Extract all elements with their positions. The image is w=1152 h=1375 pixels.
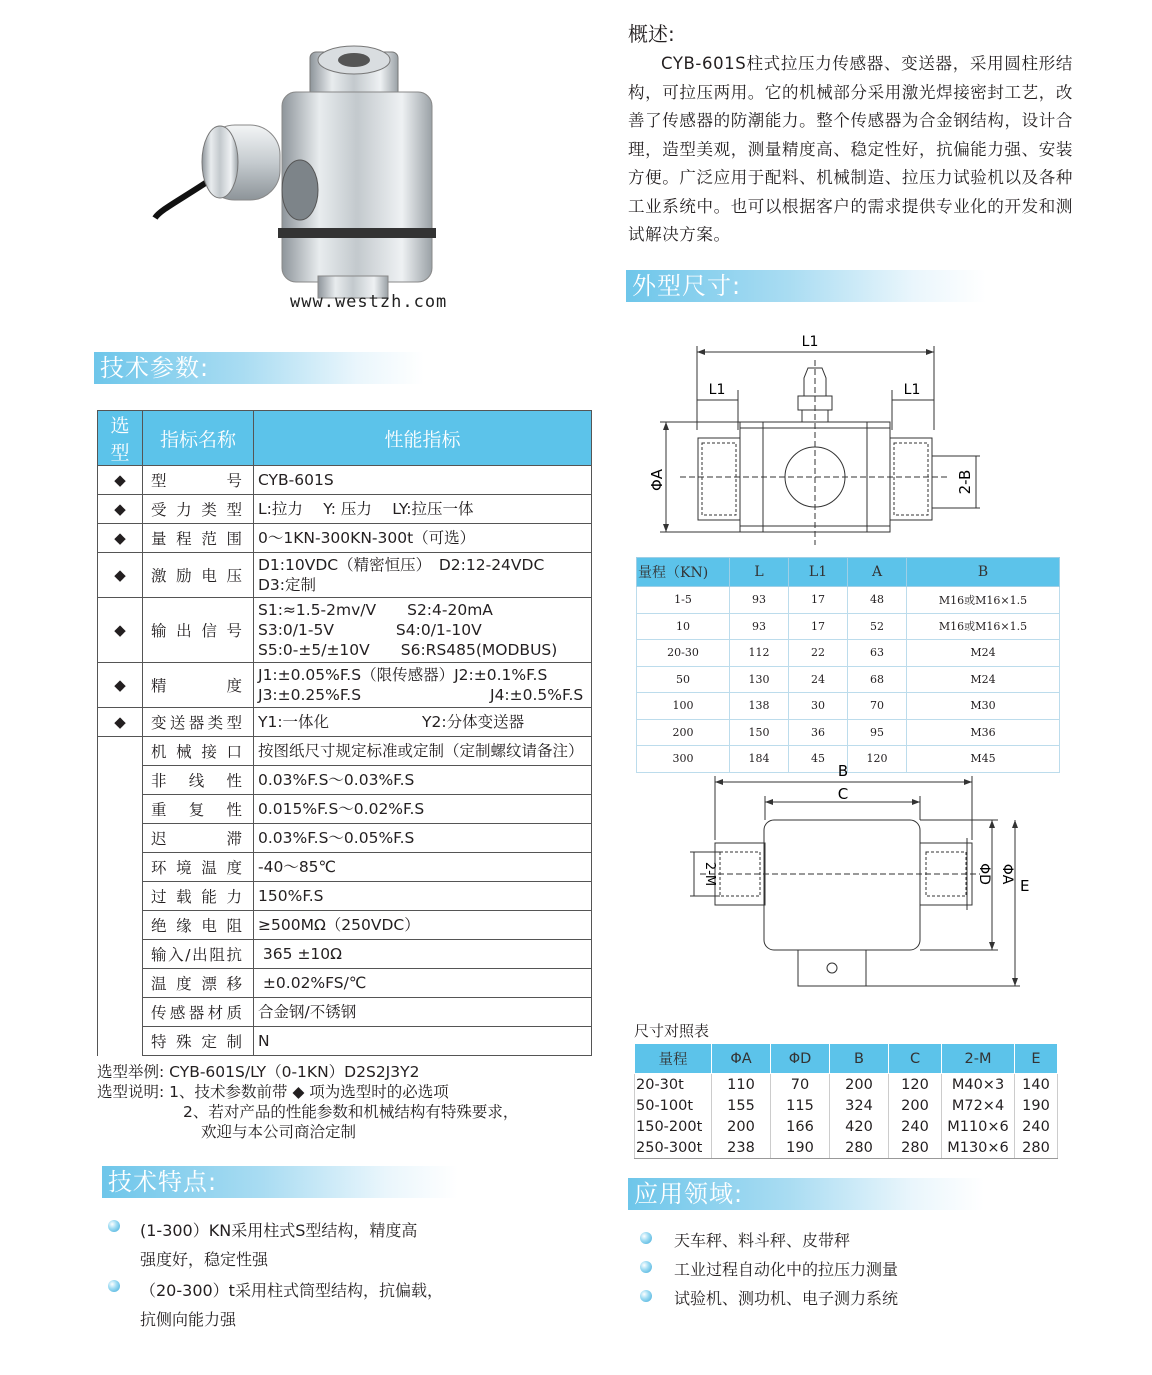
dim2-row [635, 1095, 1058, 1116]
dim2-cell: 238 [712, 1137, 771, 1159]
dim2-cell: 280 [1015, 1137, 1058, 1159]
dimension-table-1 [636, 557, 1060, 773]
dim1-header-range: 量程（KN) [637, 558, 730, 587]
dim2-cell: 420 [830, 1116, 889, 1137]
section-features: 技术特点: [102, 1166, 458, 1198]
spec-name: 机械接口 [143, 737, 254, 766]
spec-row [98, 766, 592, 795]
spec-value-line: 0.03%F.S～0.03%F.S [258, 771, 415, 789]
spec-value [254, 663, 592, 708]
spec-name: 输出信号 [143, 598, 254, 663]
dim1-cell: 93 [730, 613, 789, 640]
product-photo [150, 40, 450, 300]
required-marker [98, 824, 143, 853]
dim2-cell: 200 [712, 1116, 771, 1137]
label-L1-top: L1 [801, 334, 819, 350]
bullet-dot-icon [640, 1261, 652, 1273]
spec-value-line: ±0.02%FS/℃ [258, 974, 367, 992]
dim2-cell: 280 [889, 1137, 942, 1159]
dim2-cell: 324 [830, 1095, 889, 1116]
selection-notes [97, 1062, 518, 1142]
spec-name: 传感器材质 [143, 998, 254, 1027]
dim2-cell: 115 [771, 1095, 830, 1116]
spec-value [254, 466, 592, 495]
dim2-cell: 150-200t [635, 1116, 712, 1137]
spec-row [98, 466, 592, 495]
spec-value-line: 0～1KN-300KN-300t（可选） [258, 529, 476, 547]
spec-name: 温度漂移 [143, 969, 254, 998]
dim1-row [637, 613, 1060, 640]
dim2-cell: 50-100t [635, 1095, 712, 1116]
spec-name: 精度 [143, 663, 254, 708]
dim2-cell: 200 [830, 1074, 889, 1096]
spec-name: 型号 [143, 466, 254, 495]
dim2-cell: M72×4 [942, 1095, 1015, 1116]
dim1-cell: 22 [789, 640, 848, 667]
dim2-cell: M40×3 [942, 1074, 1015, 1096]
required-marker: ◆ [98, 553, 143, 598]
desc-label: 选型说明: [97, 1083, 165, 1101]
spec-value-line: 365 ±10Ω [258, 945, 342, 963]
section-dimensions: 外型尺寸: [626, 270, 986, 302]
dim1-cell: 95 [848, 719, 907, 746]
spec-row [98, 795, 592, 824]
dim1-cell: M16或M16×1.5 [907, 613, 1060, 640]
dim1-cell: 70 [848, 693, 907, 720]
desc-line-3: 欢迎与本公司商洽定制 [201, 1123, 357, 1141]
label-L1-right: L1 [903, 382, 921, 398]
dim1-row [637, 587, 1060, 614]
required-marker [98, 998, 143, 1027]
dim1-cell: 45 [789, 746, 848, 773]
spec-row [98, 553, 592, 598]
required-marker [98, 737, 143, 766]
spec-value-line: -40～85℃ [258, 858, 336, 876]
dim2-cell: 280 [830, 1137, 889, 1159]
spec-value [254, 766, 592, 795]
spec-name: 环境温度 [143, 853, 254, 882]
spec-name: 过载能力 [143, 882, 254, 911]
dim1-header-L1: L1 [789, 558, 848, 587]
required-marker [98, 1027, 143, 1056]
dim1-cell: M45 [907, 746, 1060, 773]
dim1-header-L: L [730, 558, 789, 587]
bullet-dot-icon [640, 1232, 652, 1244]
dim1-cell: M24 [907, 666, 1060, 693]
dim1-cell: 130 [730, 666, 789, 693]
dim2-header-E: E [1015, 1044, 1058, 1074]
dim1-cell: 48 [848, 587, 907, 614]
overview-title: 概述: [628, 22, 675, 46]
spec-row [98, 911, 592, 940]
spec-table-header [98, 411, 592, 466]
features-list [108, 1216, 508, 1336]
spec-value [254, 524, 592, 553]
dim2-header-B: B [830, 1044, 889, 1074]
dim1-cell: 17 [789, 587, 848, 614]
spec-value-line: S5:0-±5/±10V S6:RS485(MODBUS) [258, 641, 558, 659]
spec-header-name: 指标名称 [143, 411, 254, 466]
required-marker [98, 940, 143, 969]
dim2-cell: 190 [771, 1137, 830, 1159]
dim1-cell: 10 [637, 613, 730, 640]
spec-name: 激励电压 [143, 553, 254, 598]
spec-row [98, 969, 592, 998]
dim2-cell: 140 [1015, 1074, 1058, 1096]
dim2-header-C: C [889, 1044, 942, 1074]
spec-value [254, 911, 592, 940]
spec-value-line: J3:±0.25%F.S J4:±0.5%F.S [258, 686, 584, 704]
spec-row [98, 882, 592, 911]
dim-table-2-caption: 尺寸对照表 [634, 1022, 710, 1040]
required-marker: ◆ [98, 466, 143, 495]
spec-name: 迟滞 [143, 824, 254, 853]
label-B: B [837, 762, 849, 780]
dim1-cell: 63 [848, 640, 907, 667]
dim2-row [635, 1116, 1058, 1137]
spec-value-line: 0.03%F.S～0.05%F.S [258, 829, 415, 847]
spec-value [254, 882, 592, 911]
dim2-cell: 20-30t [635, 1074, 712, 1096]
spec-value [254, 598, 592, 663]
spec-name: 特殊定制 [143, 1027, 254, 1056]
required-marker [98, 911, 143, 940]
spec-row [98, 495, 592, 524]
application-item: 试验机、测功机、电子测力系统 [640, 1286, 1040, 1315]
spec-value-line: Y1:一体化 Y2:分体变送器 [258, 713, 525, 731]
label-phiA-2: ΦA [999, 863, 1015, 885]
spec-value-line: S1:≈1.5-2mv/V S2:4-20mA [258, 601, 493, 619]
dim2-header-2M: 2-M [942, 1044, 1015, 1074]
spec-name: 重复性 [143, 795, 254, 824]
dim1-header [637, 558, 1060, 587]
spec-name: 量程范围 [143, 524, 254, 553]
spec-row [98, 853, 592, 882]
spec-row [98, 524, 592, 553]
spec-row [98, 598, 592, 663]
dim1-row [637, 666, 1060, 693]
label-L1-left: L1 [708, 382, 726, 398]
dim1-cell: 17 [789, 613, 848, 640]
dim1-cell: 20-30 [637, 640, 730, 667]
dim2-header [635, 1044, 1058, 1074]
dim1-cell: 100 [637, 693, 730, 720]
desc-line-1: 1、技术参数前带 ◆ 项为选型时的必选项 [169, 1083, 449, 1101]
dim2-header-range: 量程 [635, 1044, 712, 1074]
spec-name: 绝缘电阻 [143, 911, 254, 940]
dim1-row [637, 719, 1060, 746]
spec-value [254, 708, 592, 737]
dim2-cell: M110×6 [942, 1116, 1015, 1137]
spec-value [254, 824, 592, 853]
spec-value-line: S3:0/1-5V S4:0/1-10V [258, 621, 482, 639]
dim2-cell: M130×6 [942, 1137, 1015, 1159]
dim1-cell: M36 [907, 719, 1060, 746]
desc-line-2: 2、若对产品的性能参数和机械结构有特殊要求， [183, 1103, 519, 1121]
applications-list [640, 1228, 1040, 1315]
overview-body: CYB-601S柱式拉压力传感器、变送器，采用圆柱形结构，可拉压两用。它的机械部分采用激光焊接密封工艺，改善了传感器的防潮能力。整个传感器为合金钢结构，设计合理，造型美观，测量精度高、稳定性好，抗偏能力强、安装方便。广泛应用于配料、机械制造、拉压力试验机以及各种工业系统中。也可以根据客户的需求提供专业化的开发和测试解决方案。 [628, 54, 1073, 244]
dim2-row [635, 1074, 1058, 1096]
dim1-cell: 184 [730, 746, 789, 773]
dim2-cell: 155 [712, 1095, 771, 1116]
dim1-row [637, 693, 1060, 720]
spec-row [98, 737, 592, 766]
application-item: 天车秤、料斗秤、皮带秤 [640, 1228, 1040, 1257]
example-value: CYB-601S/LY（0-1KN）D2S2J3Y2 [169, 1063, 420, 1081]
spec-row [98, 940, 592, 969]
spec-value-line: N [258, 1032, 270, 1050]
spec-value-line: ≥500MΩ（250VDC） [258, 916, 420, 934]
dim2-header-phiA: ΦA [712, 1044, 771, 1074]
label-2B: 2-B [956, 469, 974, 495]
spec-value-line: L:拉力 Y: 压力 LY:拉压一体 [258, 500, 474, 518]
label-2M: 2-M [702, 861, 717, 887]
label-phiD: ΦD [976, 863, 992, 885]
dim1-cell: M24 [907, 640, 1060, 667]
spec-value-line: 0.015%F.S～0.02%F.S [258, 800, 425, 818]
required-marker [98, 766, 143, 795]
dim1-cell: 30 [789, 693, 848, 720]
required-marker: ◆ [98, 598, 143, 663]
spec-value-line: D1:10VDC（精密恒压） D2:12-24VDC [258, 556, 545, 574]
dim2-cell: 240 [889, 1116, 942, 1137]
required-marker [98, 795, 143, 824]
spec-row [98, 824, 592, 853]
required-marker: ◆ [98, 708, 143, 737]
dim1-row [637, 640, 1060, 667]
required-marker [98, 969, 143, 998]
website-url: www.westzh.com [290, 292, 448, 312]
spec-header-value: 性能指标 [254, 411, 592, 466]
spec-row [98, 1027, 592, 1056]
required-marker [98, 882, 143, 911]
spec-value-line: D3:定制 [258, 576, 317, 594]
dim1-cell: 68 [848, 666, 907, 693]
dim2-cell: 240 [1015, 1116, 1058, 1137]
spec-row [98, 663, 592, 708]
application-item: 工业过程自动化中的拉压力测量 [640, 1257, 1040, 1286]
required-marker: ◆ [98, 495, 143, 524]
dim2-cell: 190 [1015, 1095, 1058, 1116]
dim2-cell: 120 [889, 1074, 942, 1096]
dim2-cell: 110 [712, 1074, 771, 1096]
feature-item: (1-300）KN采用柱式S型结构，精度高 强度好，稳定性强 [108, 1216, 508, 1276]
spec-header-select: 选型 [98, 411, 143, 466]
section-tech-params: 技术参数: [94, 352, 424, 384]
spec-value [254, 1027, 592, 1056]
dim2-row [635, 1137, 1058, 1159]
dim1-cell: 36 [789, 719, 848, 746]
dim2-header-phiD: ΦD [771, 1044, 830, 1074]
spec-name: 变送器类型 [143, 708, 254, 737]
bullet-dot-icon [640, 1290, 652, 1302]
dim1-cell: 112 [730, 640, 789, 667]
spec-value-line: 150%F.S [258, 887, 324, 905]
example-label: 选型举例: [97, 1063, 165, 1081]
spec-value [254, 737, 592, 766]
spec-value [254, 853, 592, 882]
dim1-cell: 120 [848, 746, 907, 773]
spec-name: 非线性 [143, 766, 254, 795]
dim1-cell: 93 [730, 587, 789, 614]
spec-value-line: J1:±0.05%F.S（限传感器）J2:±0.1%F.S [258, 666, 548, 684]
label-phiA: ΦA [648, 468, 666, 492]
dim2-cell: 200 [889, 1095, 942, 1116]
spec-table [97, 410, 592, 1056]
spec-value-line: CYB-601S [258, 471, 334, 489]
spec-value [254, 495, 592, 524]
feature-item: （20-300）t采用柱式筒型结构，抗偏载， 抗侧向能力强 [108, 1276, 508, 1336]
dim1-cell: 1-5 [637, 587, 730, 614]
dim1-cell: 24 [789, 666, 848, 693]
dim2-cell: 166 [771, 1116, 830, 1137]
spec-value [254, 553, 592, 598]
dimension-table-2 [634, 1043, 1058, 1159]
dim1-cell: 138 [730, 693, 789, 720]
spec-value [254, 940, 592, 969]
dim1-cell: 300 [637, 746, 730, 773]
required-marker: ◆ [98, 524, 143, 553]
dim1-header-A: A [848, 558, 907, 587]
spec-row [98, 708, 592, 737]
dim1-header-B: B [907, 558, 1060, 587]
dim1-cell: 200 [637, 719, 730, 746]
spec-name: 受力类型 [143, 495, 254, 524]
spec-name: 输入/出阻抗 [143, 940, 254, 969]
dim2-cell: 70 [771, 1074, 830, 1096]
dimension-drawing-2 [680, 760, 1040, 995]
dim1-cell: 50 [637, 666, 730, 693]
spec-value-line: 合金钢/不锈钢 [258, 1003, 357, 1021]
spec-value [254, 998, 592, 1027]
dimension-drawing-1 [640, 330, 980, 558]
dim1-cell: 150 [730, 719, 789, 746]
required-marker: ◆ [98, 663, 143, 708]
spec-value [254, 795, 592, 824]
dim1-cell: M16或M16×1.5 [907, 587, 1060, 614]
section-applications: 应用领域: [628, 1178, 984, 1210]
spec-row [98, 998, 592, 1027]
spec-value-line: 按图纸尺寸规定标准或定制（定制螺纹请备注） [258, 742, 584, 760]
dim1-cell: M30 [907, 693, 1060, 720]
required-marker [98, 853, 143, 882]
dim2-cell: 250-300t [635, 1137, 712, 1159]
dim1-cell: 52 [848, 613, 907, 640]
label-E: E [1020, 877, 1030, 895]
label-C: C [837, 785, 849, 803]
spec-value [254, 969, 592, 998]
